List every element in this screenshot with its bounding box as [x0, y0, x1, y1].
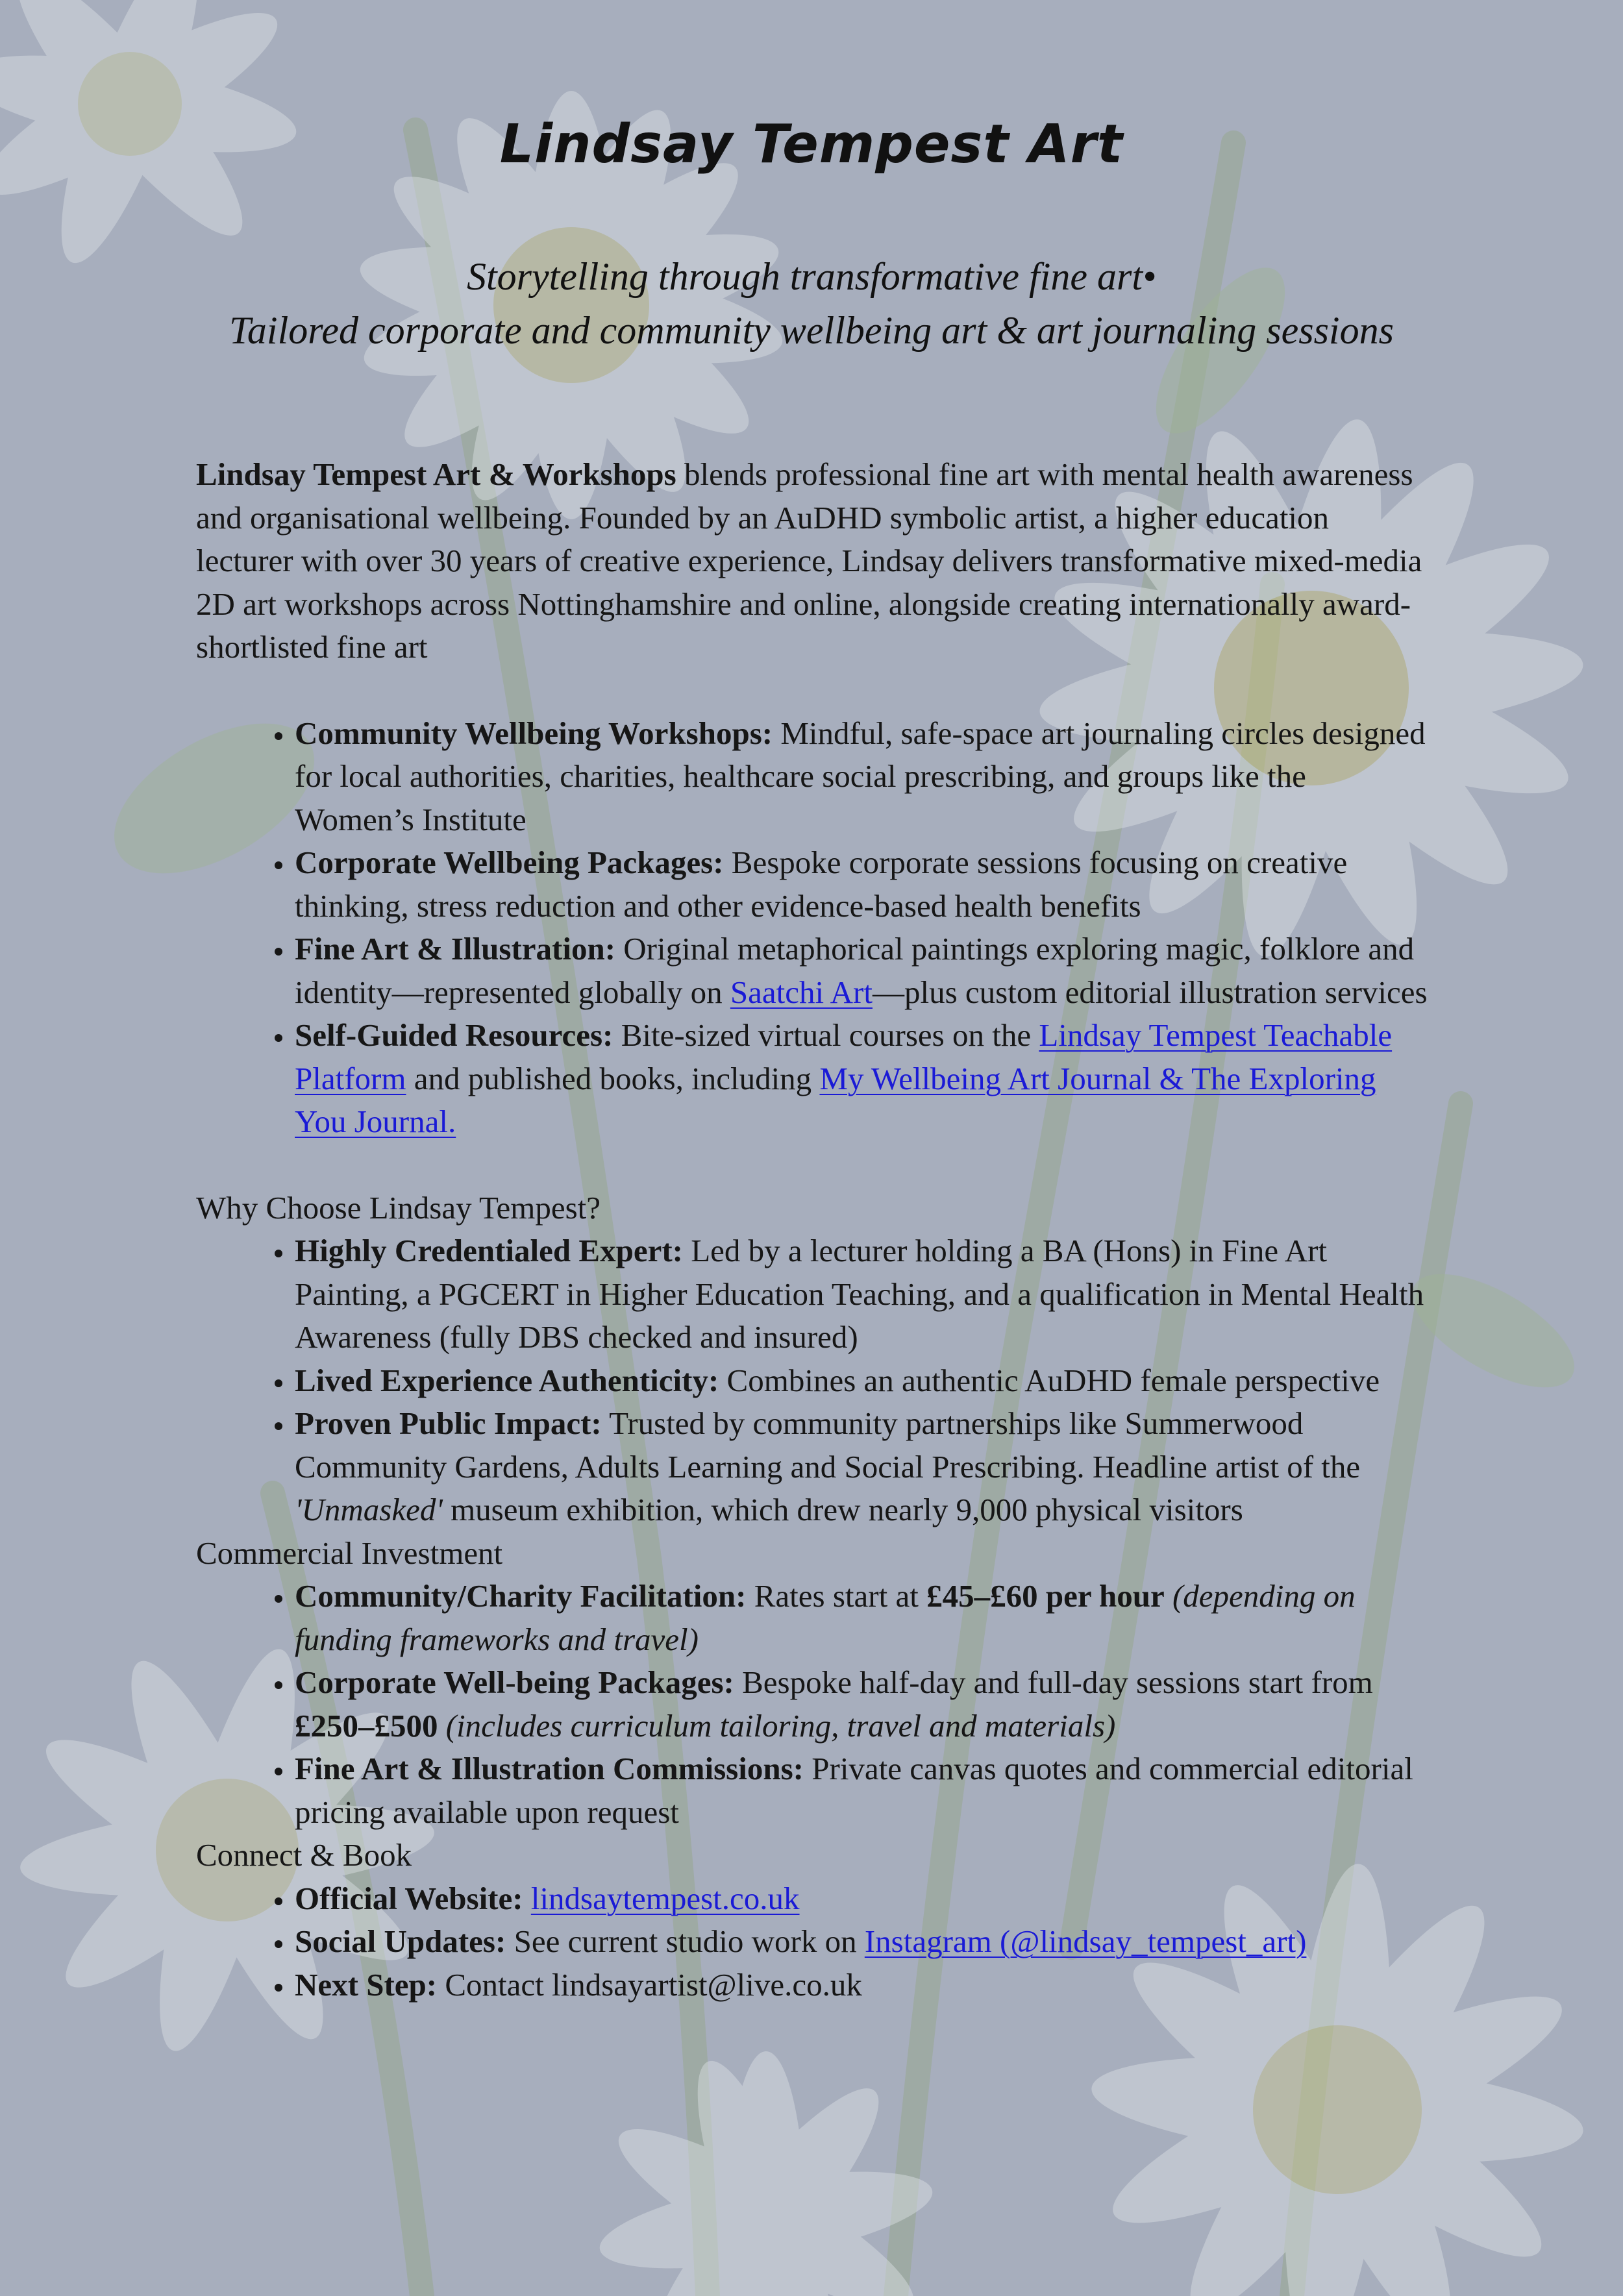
services-list	[196, 712, 1430, 1144]
item-label: Next Step:	[295, 1966, 438, 2003]
saatchi-art-link[interactable]: Saatchi Art	[730, 974, 873, 1010]
tagline-line-2: Tailored corporate and community wellbeing art & art journaling sessions	[229, 309, 1394, 352]
investment-heading: Commercial Investment	[196, 1535, 503, 1571]
item-text: Private canvas quotes and commercial editorial pricing available upon request	[295, 1751, 1413, 1830]
main-content	[196, 453, 1430, 2006]
list-item-charity-rates	[295, 1575, 1430, 1661]
item-label: Highly Credentialed Expert:	[295, 1233, 683, 1268]
intro-text: blends professional fine art with mental health awareness and organisational wellbeing. Founded by an AuDHD symbolic artist, a higher education lecturer with over 30 years of creative experience, Lindsay delivers transformative mixed-media 2D art workshops across Nottinghamshire and online, alongside creating internationally award-shortlisted fine art	[196, 456, 1422, 665]
journals-link[interactable]: My Wellbeing Art Journal & The Exploring You Journal.	[295, 1060, 1376, 1139]
list-item-corporate-packages	[295, 841, 1430, 928]
investment-list	[196, 1575, 1430, 1834]
tagline	[195, 250, 1428, 358]
list-item-credentials	[295, 1229, 1430, 1359]
item-text: Bespoke half-day and full-day sessions start from	[734, 1664, 1373, 1700]
list-item-corporate-rates	[295, 1661, 1430, 1747]
connect-heading: Connect & Book	[196, 1837, 412, 1873]
why-list	[196, 1229, 1430, 1532]
item-text: Led by a lecturer holding a BA (Hons) in Fine Art Painting, a PGCERT in Higher Education Teaching, and a qualification in Mental Health Awareness (fully DBS checked and insured)	[295, 1233, 1424, 1355]
item-text: Original metaphorical paintings exploring magic, folklore and identity—represented globally on	[295, 931, 1415, 1010]
item-label: Social Updates:	[295, 1923, 506, 1959]
item-text: Bite-sized virtual courses on the	[613, 1017, 1039, 1053]
item-label: Proven Public Impact:	[295, 1405, 602, 1441]
list-item-public-impact	[295, 1402, 1430, 1532]
item-label: Self-Guided Resources:	[295, 1017, 613, 1053]
item-text: Combines an authentic AuDHD female perspective	[719, 1362, 1380, 1398]
price-note: (depending on funding frameworks and travel)	[295, 1578, 1356, 1657]
item-text	[523, 1881, 531, 1916]
intro-paragraph	[196, 453, 1430, 669]
item-text: Trusted by community partnerships like Summerwood Community Gardens, Adults Learning and Social Prescribing. Headline artist of the	[295, 1405, 1361, 1485]
item-label: Official Website:	[295, 1880, 523, 1916]
item-label: Fine Art & Illustration Commissions:	[295, 1751, 804, 1786]
tagline-line-1: Storytelling through transformative fine art•	[466, 255, 1157, 298]
teachable-platform-link[interactable]: Lindsay Tempest Teachable Platform	[295, 1017, 1393, 1096]
list-item-lived-experience	[295, 1359, 1430, 1403]
price: £45–£60 per hour	[926, 1578, 1165, 1614]
item-text: and published books, including	[406, 1060, 820, 1096]
intro-lead: Lindsay Tempest Art & Workshops	[196, 456, 676, 492]
item-label: Corporate Wellbeing Packages:	[295, 845, 724, 880]
item-text: Mindful, safe-space art journaling circles designed for local authorities, charities, healthcare social prescribing, and groups like the Women’s Institute	[295, 715, 1426, 837]
list-item-next-step	[295, 1964, 1430, 2007]
instagram-link[interactable]: Instagram (@lindsay_tempest_art)	[864, 1923, 1307, 1959]
list-item-self-guided	[295, 1014, 1430, 1144]
item-text: museum exhibition, which drew nearly 9,000 physical visitors	[442, 1492, 1243, 1527]
list-item-community-workshops	[295, 712, 1430, 842]
price: £250–£500	[295, 1707, 438, 1744]
connect-list	[196, 1877, 1430, 2007]
list-item-website	[295, 1877, 1430, 1921]
list-item-fine-art	[295, 928, 1430, 1014]
website-link[interactable]: lindsaytempest.co.uk	[530, 1880, 800, 1916]
item-label: Fine Art & Illustration:	[295, 931, 616, 967]
item-label: Community Wellbeing Workshops:	[295, 715, 773, 751]
price-note: (includes curriculum tailoring, travel and materials)	[438, 1707, 1116, 1744]
item-label: Lived Experience Authenticity:	[295, 1362, 719, 1398]
list-item-social	[295, 1920, 1430, 1964]
item-label: Community/Charity Facilitation:	[295, 1578, 747, 1614]
exhibition-name: 'Unmasked'	[295, 1492, 443, 1527]
why-heading: Why Choose Lindsay Tempest?	[196, 1189, 601, 1226]
page-title: Lindsay Tempest Art	[499, 114, 1124, 175]
item-label: Corporate Well-being Packages:	[295, 1664, 734, 1700]
item-text: Bespoke corporate sessions focusing on creative thinking, stress reduction and other evidence-based health benefits	[295, 845, 1348, 924]
item-text: —plus custom editorial illustration services	[872, 974, 1428, 1010]
list-item-commissions	[295, 1747, 1430, 1834]
item-text: Contact lindsayartist@live.co.uk	[437, 1966, 862, 2003]
item-text: Rates start at	[746, 1578, 927, 1614]
item-text: See current studio work on	[506, 1923, 865, 1959]
